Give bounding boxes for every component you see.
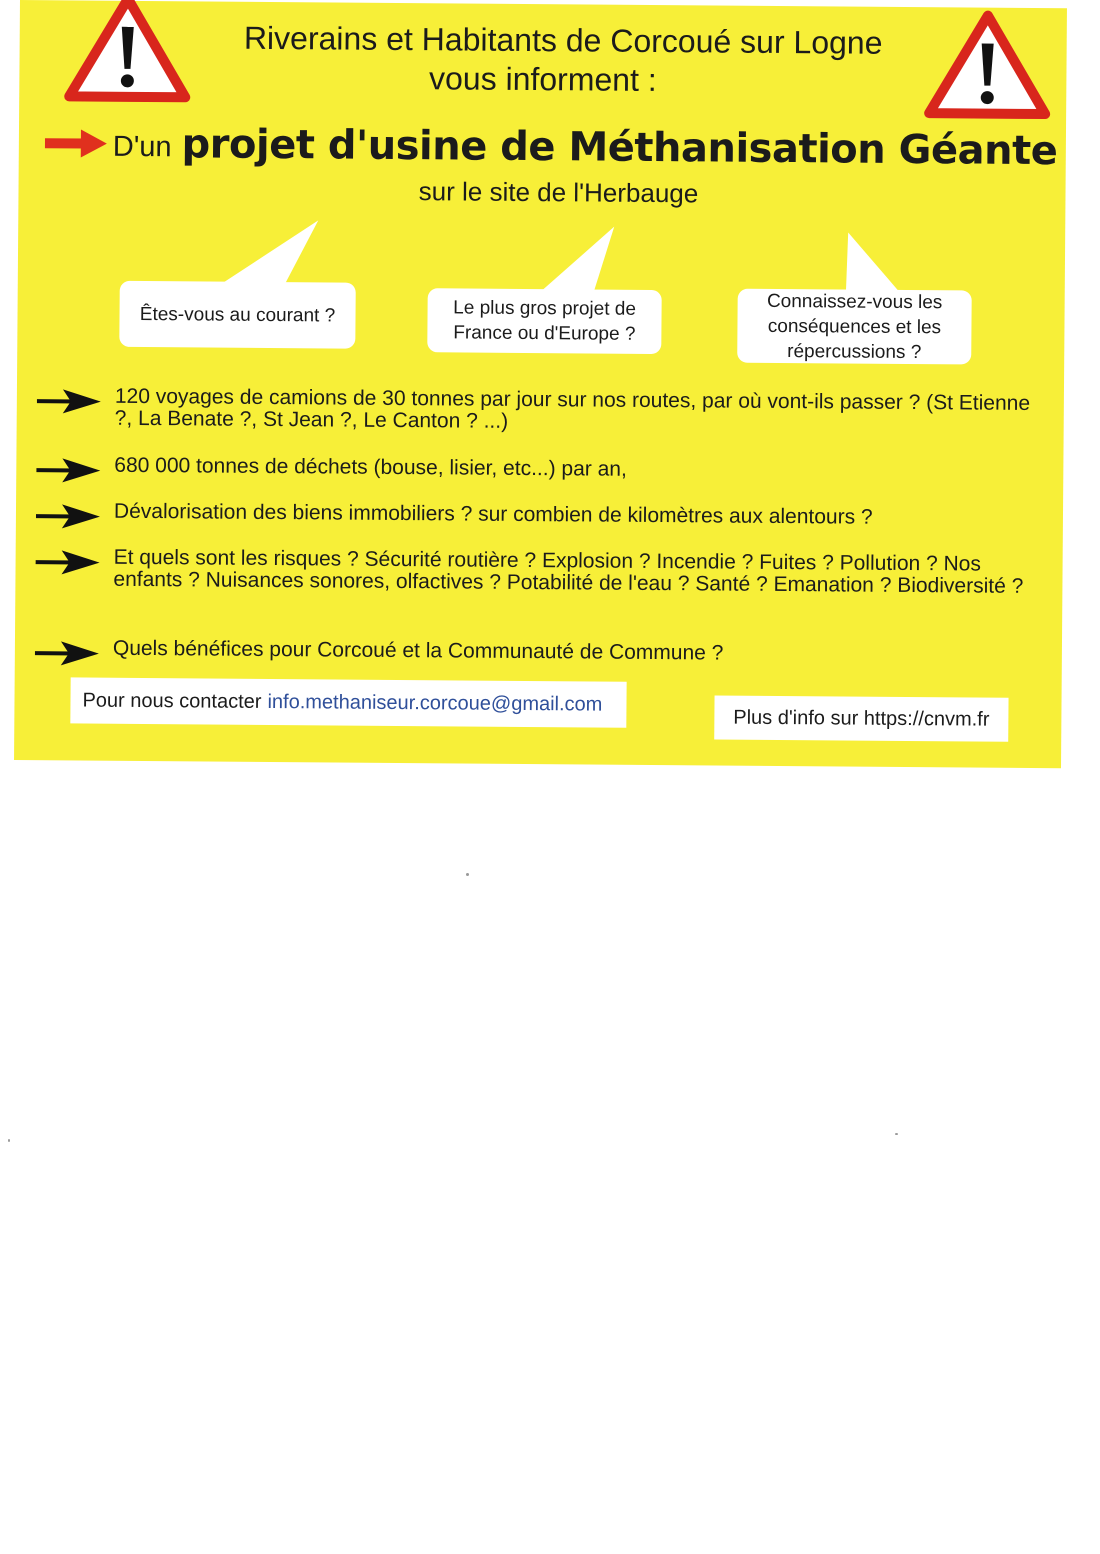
- scan-speck: [8, 1139, 10, 1142]
- list-item-text: Quels bénéfices pour Corcoué et la Communauté de Commune ?: [112, 636, 724, 665]
- header-line-2: vous informent :: [428, 60, 657, 99]
- headline-prefix: D'un: [112, 130, 172, 163]
- list-item: [35, 637, 1045, 675]
- list-item: [36, 454, 1046, 492]
- black-arrow-icon: [36, 456, 100, 485]
- list-item-text: 680 000 tonnes de déchets (bouse, lisier, etc...) par an,: [114, 453, 627, 481]
- header-line-1: Riverains et Habitants de Corcoué sur Logne: [243, 19, 883, 61]
- contact-email: info.methaniseur.corcoue@gmail.com: [267, 690, 603, 716]
- contact-label: Pour nous contacter: [82, 689, 262, 713]
- headline-subtitle: sur le site de l'Herbauge: [418, 176, 699, 209]
- yellow-flyer: [14, 0, 1067, 768]
- headline-main: projet d'usine de Méthanisation Géante: [181, 121, 1058, 175]
- scan-speck: [466, 873, 469, 876]
- list-item-text: Et quels sont les risques ? Sécurité routière ? Explosion ? Incendie ? Fuites ? Pollution ? Nos enfants ? Nuisances sonores, olfactives ? Potabilité de l'eau ? Santé ? Emanation ? Biodiversité ?: [113, 545, 1024, 598]
- scan-speck: [895, 1133, 898, 1135]
- black-arrow-icon: [37, 387, 101, 416]
- list-item: [37, 385, 1047, 437]
- info-link-text: Plus d'info sur https://cnvm.fr: [733, 706, 990, 731]
- speech-bubble: Connaissez-vous les conséquences et les répercussions ?: [737, 289, 972, 365]
- info-box: [714, 695, 1008, 741]
- list-item: [36, 500, 1046, 538]
- speech-bubble: Le plus gros projet de France ou d'Europe ?: [427, 288, 661, 354]
- list-item-text: 120 voyages de camions de 30 tonnes par jour sur nos routes, par où vont-ils passer ? (St Etienne ?, La Benate ?, St Jean ?, Le Canton ? ...): [114, 384, 1031, 433]
- list-item-text: Dévalorisation des biens immobiliers ? sur combien de kilomètres aux alentours ?: [113, 499, 873, 529]
- list-item: [35, 546, 1045, 598]
- contact-box: [70, 677, 626, 727]
- black-arrow-icon: [36, 502, 100, 531]
- black-arrow-icon: [35, 639, 99, 668]
- speech-bubble: Êtes-vous au courant ?: [119, 281, 356, 349]
- black-arrow-icon: [35, 548, 99, 577]
